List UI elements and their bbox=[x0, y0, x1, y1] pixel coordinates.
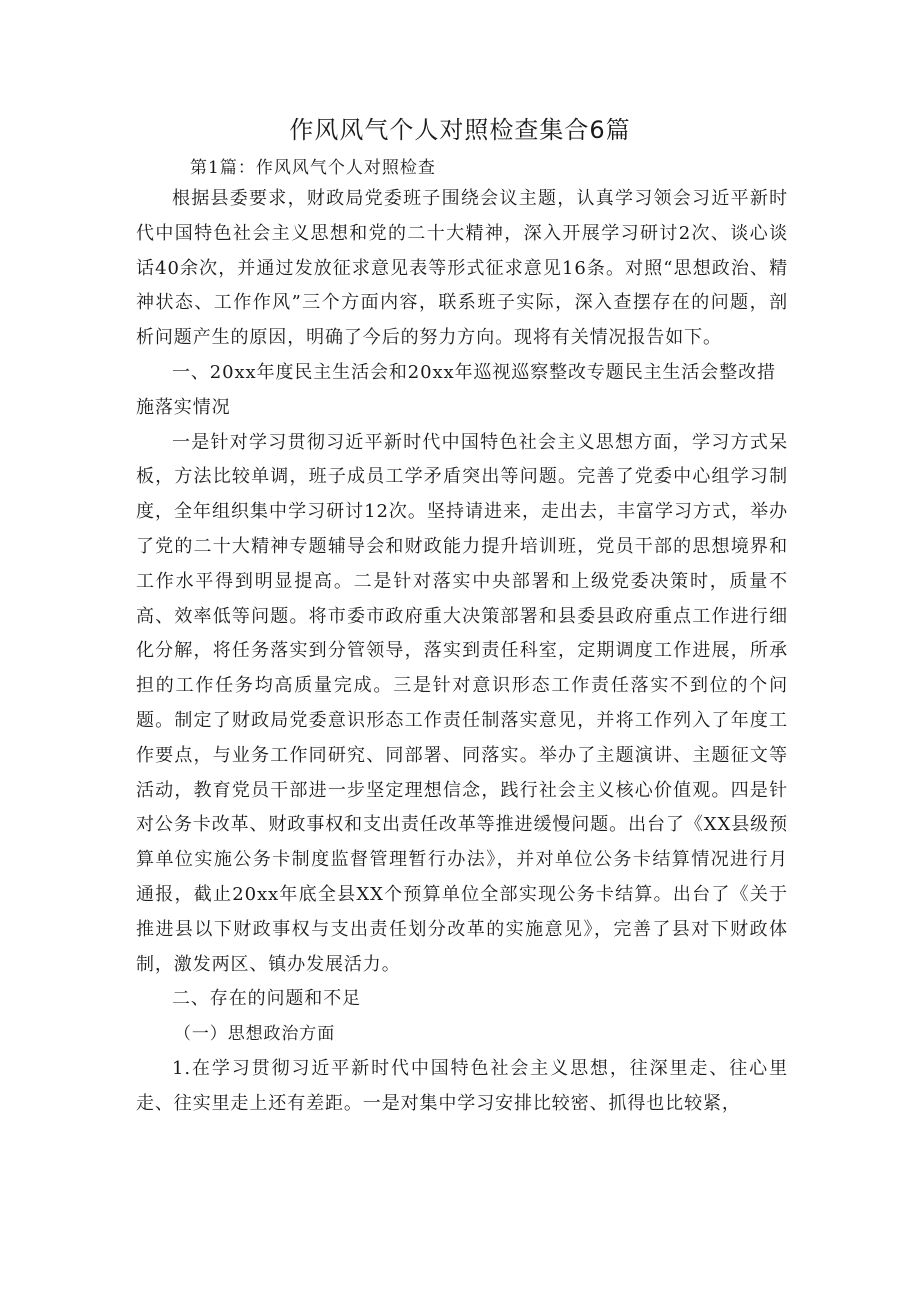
intro-paragraph: 根据县委要求，财政局党委班子围绕会议主题，认真学习领会习近平新时代中国特色社会主义思想和党的二十大精神，深入开展学习研讨2次、谈心谈话40余次，并通过发放征求意见表等形式征求意见16条。对照“思想政治、精神状态、工作作风”三个方面内容，联系班子实际，深入查摆存在的问题，剖析问题产生的原因，明确了今后的努力方向。现将有关情况报告如下。 bbox=[136, 188, 788, 349]
section-1-body: 一是针对学习贯彻习近平新时代中国特色社会主义思想方面，学习方式呆板，方法比较单调，班子成员工学矛盾突出等问题。完善了党委中心组学习制度，全年组织集中学习研讨12次。坚持请进来，走出去，丰富学习方式，举办了党的二十大精神专题辅导会和财政能力提升培训班，党员干部的思想境界和工作水平得到明显提高。二是针对落实中央部署和上级党委决策时，质量不高、效率低等问题。将市委市政府重大决策部署和县委县政府重点工作进行细化分解，将任务落实到分管领导，落实到责任科室，定期调度工作进展，所承担的工作任务均高质量完成。三是针对意识形态工作责任落实不到位的个问题。制定了财政局党委意识形态工作责任制落实意见，并将工作列入了年度工作要点，与业务工作同研究、同部署、同落实。举办了主题演讲、主题征文等活动，教育党员干部进一步坚定理想信念，践行社会主义核心价值观。四是针对公务卡改革、财政事权和支出责任改革等推进缓慢问题。出台了《XX县级预算单位实施公务卡制度监督管理暂行办法》，并对单位公务卡结算情况进行月通报，截止20xx年底全县XX个预算单位全部实现公务卡结算。出台了《关于推进县以下财政事权与支出责任划分改革的实施意见》，完善了县对下财政体制，激发两区、镇办发展活力。 bbox=[136, 431, 788, 975]
section-2-heading: 二、存在的问题和不足 bbox=[172, 988, 361, 1010]
document-title: 作风风气个人对照检查集合6篇 bbox=[289, 116, 631, 144]
document-body bbox=[136, 182, 788, 1122]
section-1-heading: 一、20xx年度民主生活会和20xx年巡视巡察整改专题民主生活会整改措施落实情况 bbox=[136, 361, 776, 418]
document-subtitle: 第1篇：作风风气个人对照检查 bbox=[190, 158, 436, 178]
section-2-subheading-1: （一）思想政治方面 bbox=[174, 1024, 336, 1045]
section-2-item-1: 1.在学习贯彻习近平新时代中国特色社会主义思想，往深里走、往心里走、往实里走上还有差距。一是对集中学习安排比较密、抓得也比较紧， bbox=[136, 1057, 788, 1114]
